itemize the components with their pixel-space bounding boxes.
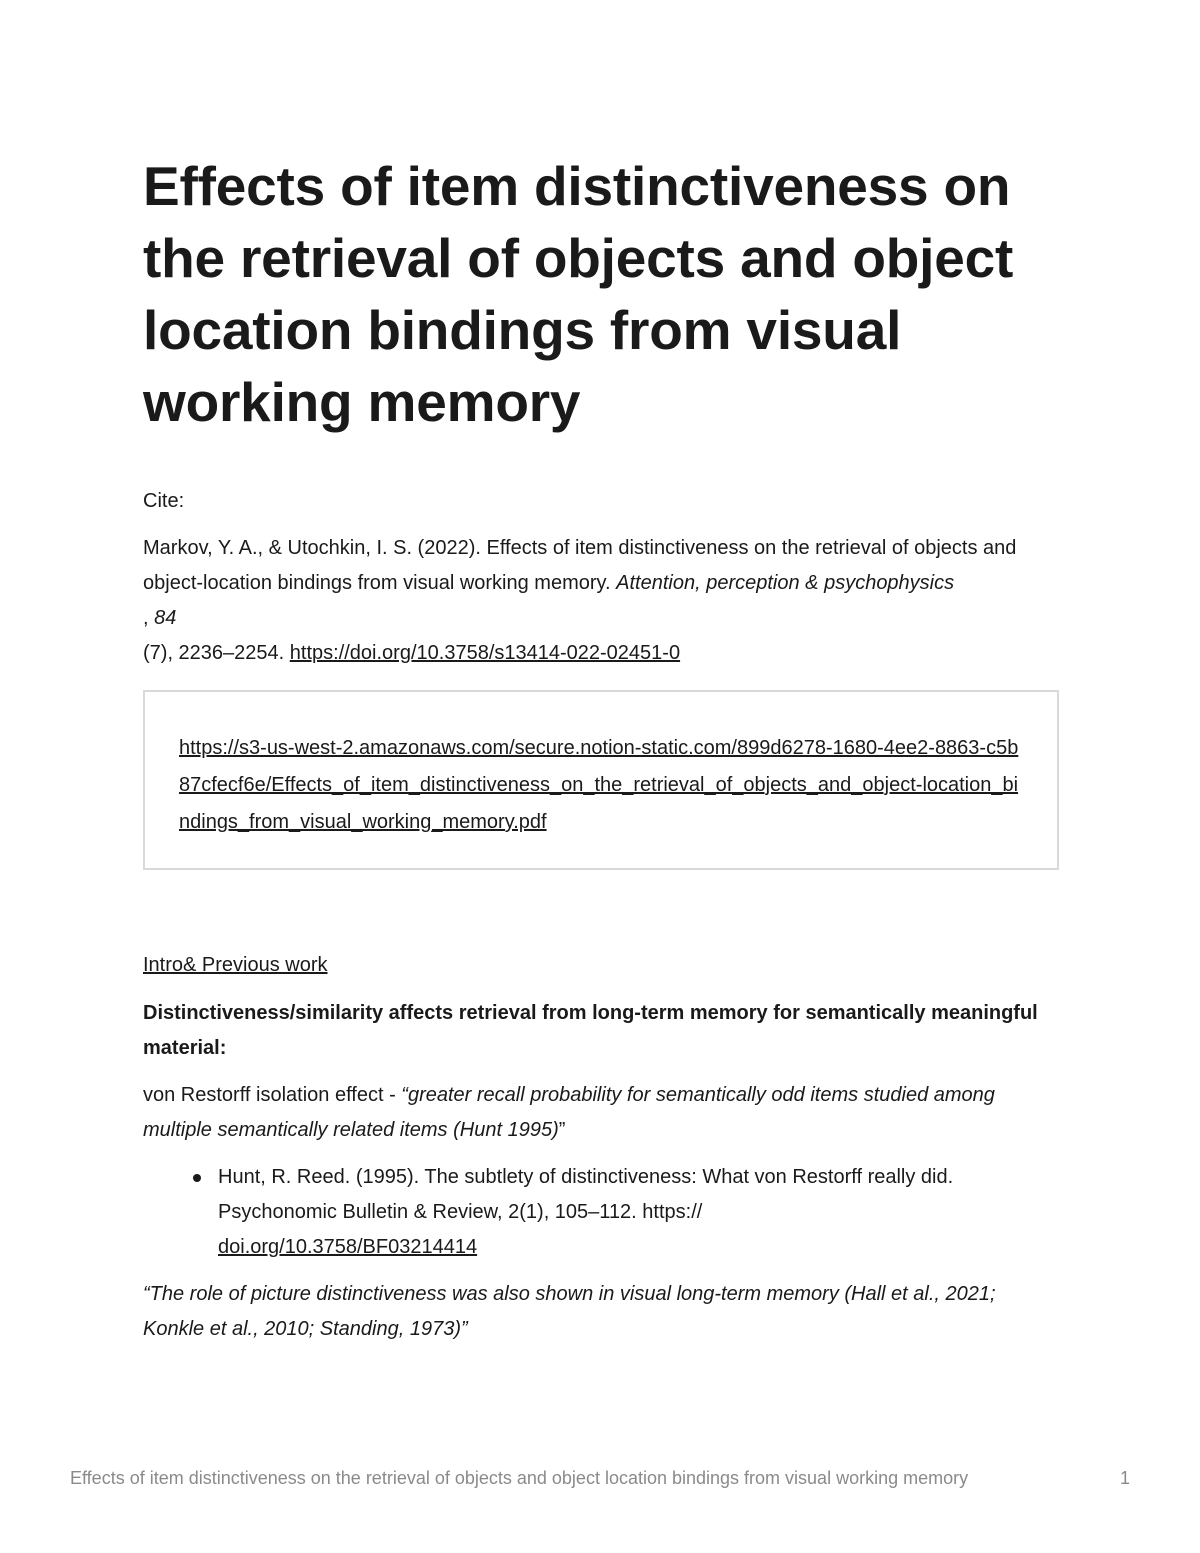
citation-volume: 84 (154, 607, 177, 629)
page-number: 1 (1119, 1468, 1130, 1488)
citation-text: Markov, Y. A., & Utochkin, I. S. (2022). Effects of item distinctiveness on the retrieval of objects and object-location bindings from visual working memory. (143, 537, 1017, 594)
section-heading-intro[interactable]: Intro& Previous work (143, 954, 328, 976)
citation-volume-prefix: , (143, 607, 155, 629)
bold-statement: Distinctiveness/similarity affects retrieval from long-term memory for semantically meaningful material: (143, 1002, 1038, 1059)
citation (143, 531, 1059, 671)
restorff-prefix: von Restorff isolation effect - (143, 1084, 402, 1106)
closing-quote: “The role of picture distinctiveness was also shown in visual long-term memory (Hall et al., 2021; Konkle et al., 2010; Standing, 1973)” (143, 1283, 996, 1340)
reference-list (143, 1160, 1059, 1265)
cite-label: Cite: (143, 490, 185, 512)
page-footer (70, 1463, 1130, 1493)
document-page (143, 150, 1059, 1347)
bullet-icon (193, 1174, 201, 1182)
restorff-suffix: ” (558, 1119, 566, 1141)
reference-text: Hunt, R. Reed. (1995). The subtlety of distinctiveness: What von Restorff really did. Psychonomic Bulletin & Review, 2(1), 105–112. https:// (218, 1166, 954, 1223)
pdf-embed-box (143, 690, 1059, 870)
footer-running-title: Effects of item distinctiveness on the retrieval of objects and object location bindings from visual working memory (70, 1468, 969, 1488)
citation-issue-pages: (7), 2236–2254. (143, 642, 290, 664)
restorff-quote: “greater recall probability for semantically odd items studied among multiple semantically related items (Hunt 1995) (143, 1084, 995, 1141)
list-item (218, 1160, 998, 1265)
reference-doi-link[interactable]: doi.org/10.3758/BF03214414 (218, 1236, 478, 1258)
doi-link[interactable]: https://doi.org/10.3758/s13414-022-02451-0 (289, 642, 681, 664)
citation-journal: Attention, perception & psychophysics (616, 572, 955, 594)
pdf-embed-link[interactable]: https://s3-us-west-2.amazonaws.com/secure.notion-static.com/899d6278-1680-4ee2-8863-c5b87cfecf6e/Effects_of_item_distinctiveness_on_the_retrieval_of_objects_and_object-location_bindings_from_visual_working_memory.pdf (179, 737, 1019, 833)
page-title: Effects of item distinctiveness on the retrieval of objects and object location bindings from visual working memory (143, 155, 1014, 433)
restorff-paragraph (143, 1078, 1059, 1148)
